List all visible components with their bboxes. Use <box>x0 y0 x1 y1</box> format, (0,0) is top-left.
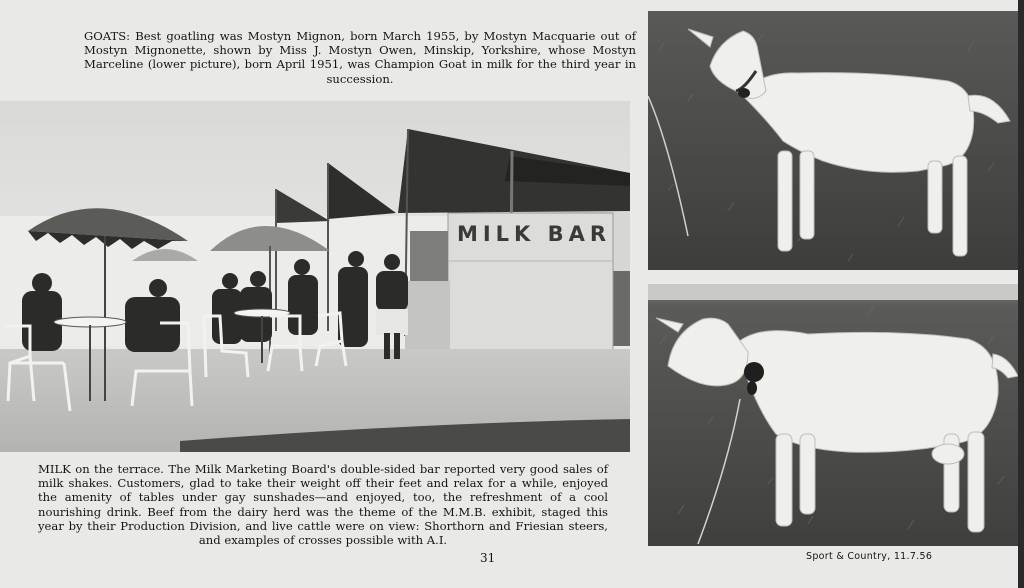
milk-bar-sign: MILK BAR <box>456 222 612 246</box>
page-edge-shadow <box>1018 0 1024 588</box>
milk-caption: MILK on the terrace. The Milk Marketing Board's double-sided bar reported very good sales of milk shakes. Customers, glad to take their weight off their feet and relax for a while, enjoyed the amenity of tables under gay sunshades—and enjoyed, too, the refreshment of a cool nourishing drink. Beef from the dairy herd was the theme of the M.M.B. exhibit, staged this year by their Production Division, and live cattle were on view: Shorthorn and Friesian steers, and examples of crosses possible with A.I. <box>38 462 608 548</box>
goatling-photo <box>648 11 1021 270</box>
page-number: 31 <box>480 551 496 565</box>
milk-bar-photo <box>0 101 630 452</box>
goats-caption: GOATS: Best goatling was Mostyn Mignon, born March 1955, by Mostyn Macquarie out of Mostyn Mignonette, shown by Miss J. Mostyn Owen, Minskip, Yorkshire, whose Mostyn Marceline (lower picture), born April 1951, was Champion Goat in milk for the third year in succession. <box>84 29 636 86</box>
champion-goat-photo <box>648 284 1021 546</box>
publication-credit: Sport & Country, 11.7.56 <box>806 551 933 562</box>
